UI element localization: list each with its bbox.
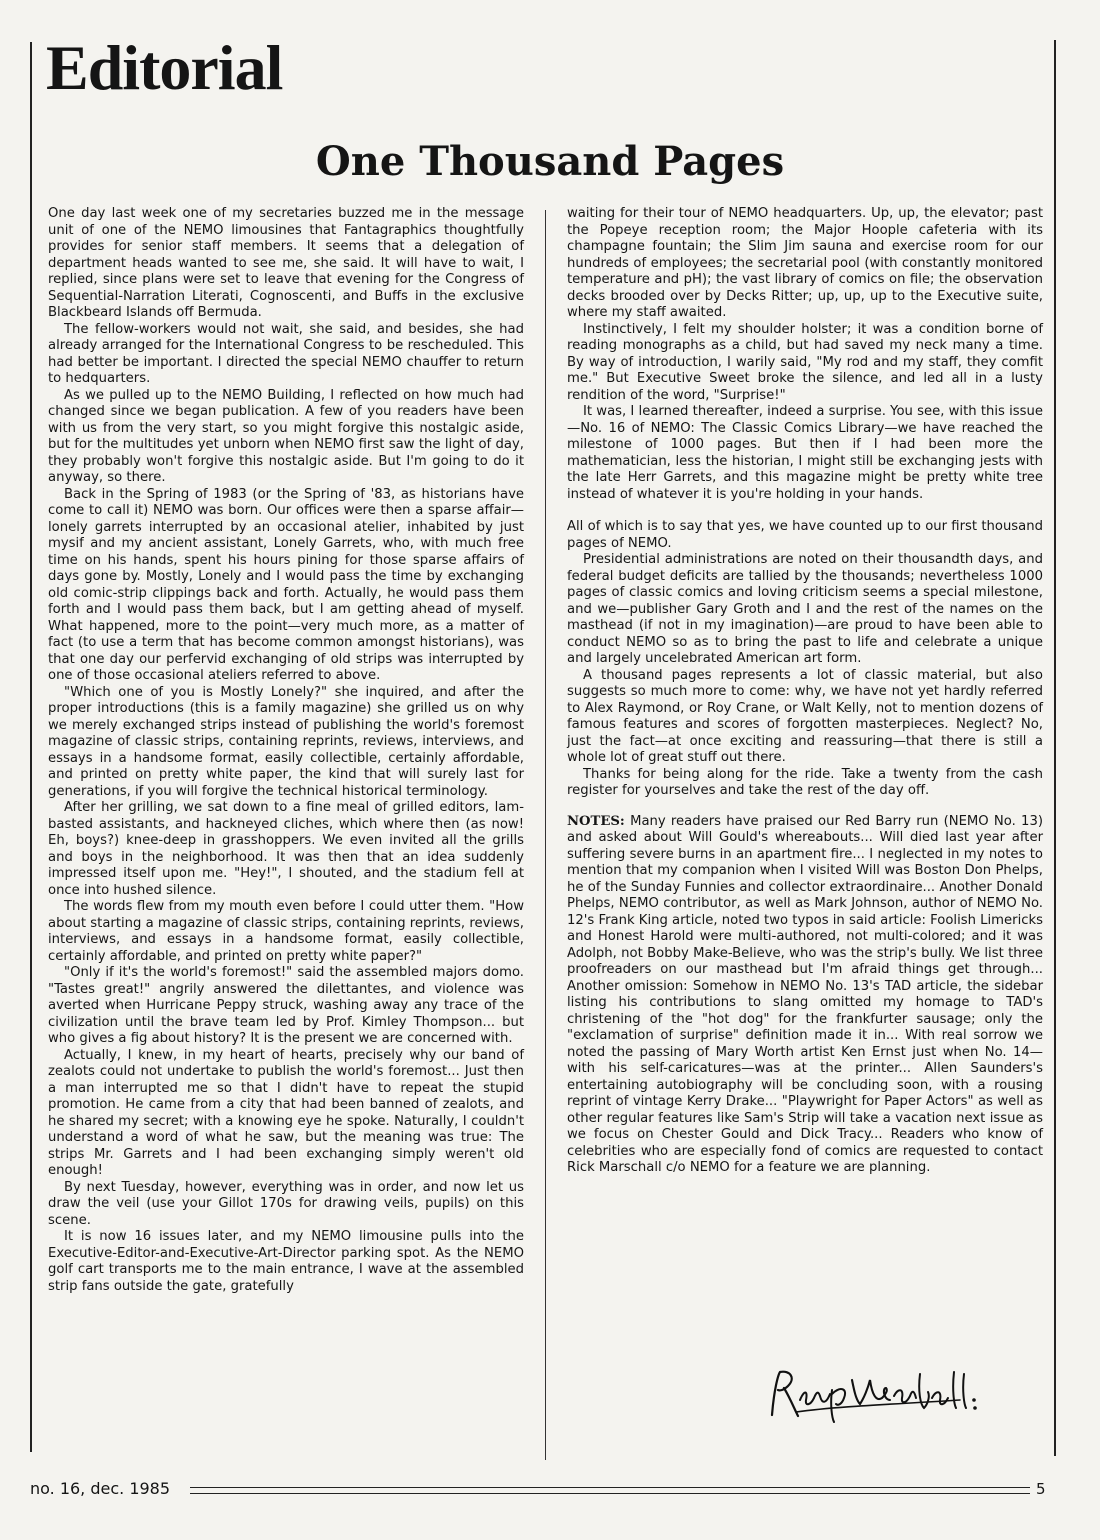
notes-text: Many readers have praised our Red Barry run (NEMO No. 13) and asked about Will Gould's whereabouts... Will died last year after suffering severe burns in an apartment fire... I neglected in my notes to mention that my companion when I visited Will was Boston Don Phelps, he of the Sunday Funnies and collector extraordinaire... Another Donald Phelps, NEMO contributor, as well as Mark Johnson, author of NEMO No. 12's Frank King article, noted two typos in said article: Foolish Limericks and Honest Harold were multi-authored, not multi-colored; and it was Adolph, not Bobby Make-Believe, who was the strip's bully. We list three proofreaders on our masthead but I'm afraid things get through... Another omission: Somehow in NEMO No. 13's TAD article, the sidebar listing his contributions to slang omitted my homage to TAD's christening of the "hot dog" for the frankfurter sausage; only the "exclamation of surprise" definition made it in... With real sorrow we noted the passing of Mary Worth artist Ken Ernst just when No. 14—with his self-caricatures—was at the printer... Allen Saunders's entertaining autobiography will be concluding soon, with a rousing reprint of vintage Kerry Drake... "Playwright for Paper Actors" as well as other regular features like Sam's Strip will take a vacation next issue as we focus on Chester Gould and Dick Tracy... Readers who know of celebrities who are especially fond of comics are requested to contact Rick Marschall c/o NEMO for a feature we are planning. [567, 813, 1043, 1175]
column-divider [545, 210, 546, 1460]
paragraph: Actually, I knew, in my heart of hearts, precisely why our band of zealots could not undertake to publish the world's foremost... Just then a man interrupted me so that I didn't have to repeat the stupid promotion. He came from a city that had been banned of zealots, and he shared my secret; with a knowing eye he spoke. Naturally, I couldn't understand a word of what he saw, but the meaning was true: The strips Mr. Garrets and I had been exchanging simply weren't old enough! [48, 1047, 524, 1178]
paragraph: Thanks for being along for the ride. Take a twenty from the cash register for yourselves and take the rest of the day off. [567, 766, 1043, 798]
paragraph: Back in the Spring of 1983 (or the Spring of '83, as historians have come to call it) NEMO was born. Our offices were then a sparse affair—lonely garrets interrupted by an occasional atelier, inhabited by just mysif and my ancient assistant, Lonely Garrets, who, with much free time on his hands, spent his hours pining for those sparse affairs of days gone by. Mostly, Lonely and I would pass the time by exchanging old comic-strip clippings back and forth. Actually, he would pass them forth and I would pass them back, but I am getting ahead of myself. What happened, more to the point—very much more, as a matter of fact (to use a term that has become common amongst historians), was that one day our perfervid exchanging of old strips was interrupted by one of those occasional ateliers referred to above. [48, 486, 524, 683]
paragraph: It was, I learned thereafter, indeed a surprise. You see, with this issue—No. 16 of NEMO: The Classic Comics Library—we have reached the milestone of 1000 pages. But then if I had been more the mathematician, less the historian, I might still be exchanging jests with the late Herr Garrets, and this magazine might be pretty white tree instead of whatever it is you're holding in your hands. [567, 404, 1043, 502]
signature-icon [760, 1360, 1000, 1430]
right-column [567, 206, 1043, 1177]
paragraph: waiting for their tour of NEMO headquarters. Up, up, the elevator; past the Popeye reception room; the Major Hoople cafeteria with its champagne fountain; the Slim Jim sauna and exercise room for our hundreds of employees; the secretarial pool (with constantly monitored temperature and pH); the vast library of comics on file; the observation decks brooded over by Decks Ritter; up, up, up to the Executive suite, where my staff awaited. [567, 206, 1043, 320]
paragraph: It is now 16 issues later, and my NEMO limousine pulls into the Executive-Editor-and-Executive-Art-Director parking spot. As the NEMO golf cart transports me to the main entrance, I wave at the assembled strip fans outside the gate, gratefully [48, 1229, 524, 1294]
paragraph: By next Tuesday, however, everything was in order, and now let us draw the veil (use your Gillot 170s for drawing veils, pupils) on this scene. [48, 1179, 524, 1228]
paragraph: Instinctively, I felt my shoulder holster; it was a condition borne of reading monographs as a child, but had saved my neck many a time. By way of introduction, I warily said, "My rod and my staff, they comfit me." But Executive Sweet broke the silence, and led all in a lusty rendition of the word, "Surprise!" [567, 321, 1043, 403]
page-footer [30, 1480, 1070, 1504]
paragraph: "Which one of you is Mostly Lonely?" she inquired, and after the proper introductions (this is a family magazine) she grilled us on why we merely exchanged strips instead of publishing the world's foremost magazine of classic strips, containing reprints, reviews, interviews, and essays in a handsome format, easily collectible, certainly affordable, and printed on pretty white paper, the kind that will surely last for generations, if you will forgive the technical historical terminology. [48, 684, 524, 799]
left-frame-rule [30, 42, 32, 1452]
paragraph: A thousand pages represents a lot of classic material, but also suggests so much more to come: why, we have not yet hardly referred to Alex Raymond, or Roy Crane, or Walt Kelly, not to mention dozens of famous features and scores of forgotten masterpieces. Neglect? No, just the fact—at once exciting and reassuring—that there is still a whole lot of great stuff out there. [567, 667, 1043, 765]
paragraph: "Only if it's the world's foremost!" said the assembled majors domo. "Tastes great!" angrily answered the dilettantes, and violence was averted when Hurricane Peppy struck, washing away any trace of the civilization until the brave team led by Prof. Kimley Thompson... but who gives a fig about history? It is the present we are concerned with. [48, 965, 524, 1046]
paragraph: All of which is to say that yes, we have counted up to our first thousand pages of NEMO. [567, 519, 1043, 551]
paragraph: One day last week one of my secretaries buzzed me in the message unit of one of the NEMO limousines that Fantagraphics thoughtfully provides for senior staff members. It seems that a delegation of department heads wanted to see me, she said. It will have to wait, I replied, since plans were set to leave that evening for the Congress of Sequential-Narration Literati, Cognoscenti, and Buffs in the exclusive Blackbeard Islands off Bermuda. [48, 206, 524, 320]
section-break [567, 503, 1043, 519]
notes-paragraph [567, 814, 1043, 1177]
paragraph: The words flew from my mouth even before I could utter them. "How about starting a magazine of classic strips, containing reprints, reviews, interviews, and essays in a handsome format, easily collectible, certainly affordable, and printed on pretty white paper?" [48, 899, 524, 964]
paragraph: Presidential administrations are noted on their thousandth days, and federal budget deficits are tallied by the thousands; nevertheless 1000 pages of classic comics and loving criticism seems a special milestone, and we—publisher Gary Groth and I and the rest of the names on the masthead (if not in my imagination)—are proud to have been able to conduct NEMO so as to bring the past to life and celebrate a unique and largely uncelebrated American art form. [567, 552, 1043, 666]
paragraph: The fellow-workers would not wait, she said, and besides, she had already arranged for the International Congress to be rescheduled. This had better be important. I directed the special NEMO chauffer to return to hedquarters. [48, 321, 524, 386]
paragraph: After her grilling, we sat down to a fine meal of grilled editors, lam-basted assistants, and hackneyed cliches, which where then (as now! Eh, boys?) knee-deep in grasshoppers. We even invited all the grills and boys in the neighborhood. It was then that an idea suddenly impressed itself upon me. "Hey!", I shouted, and the stadium fell at once into hushed silence. [48, 800, 524, 898]
article-headline: One Thousand Pages [315, 138, 785, 185]
notes-section [567, 814, 1043, 1177]
page-number: 5 [1036, 1480, 1046, 1498]
footer-rule [190, 1487, 1030, 1494]
right-frame-rule [1054, 40, 1056, 1456]
issue-info: no. 16, dec. 1985 [30, 1479, 171, 1498]
section-title: Editorial [46, 32, 283, 103]
notes-label: NOTES: [567, 813, 625, 829]
left-column [48, 206, 524, 1295]
paragraph: As we pulled up to the NEMO Building, I reflected on how much had changed since we began publication. A few of you readers have been with us from the very start, so you might forgive this nostalgic aside, but for the multitudes yet unborn when NEMO first saw the light of day, they probably won't forgive this nostalgic aside. But I'm going to do it anyway, so there. [48, 387, 524, 485]
